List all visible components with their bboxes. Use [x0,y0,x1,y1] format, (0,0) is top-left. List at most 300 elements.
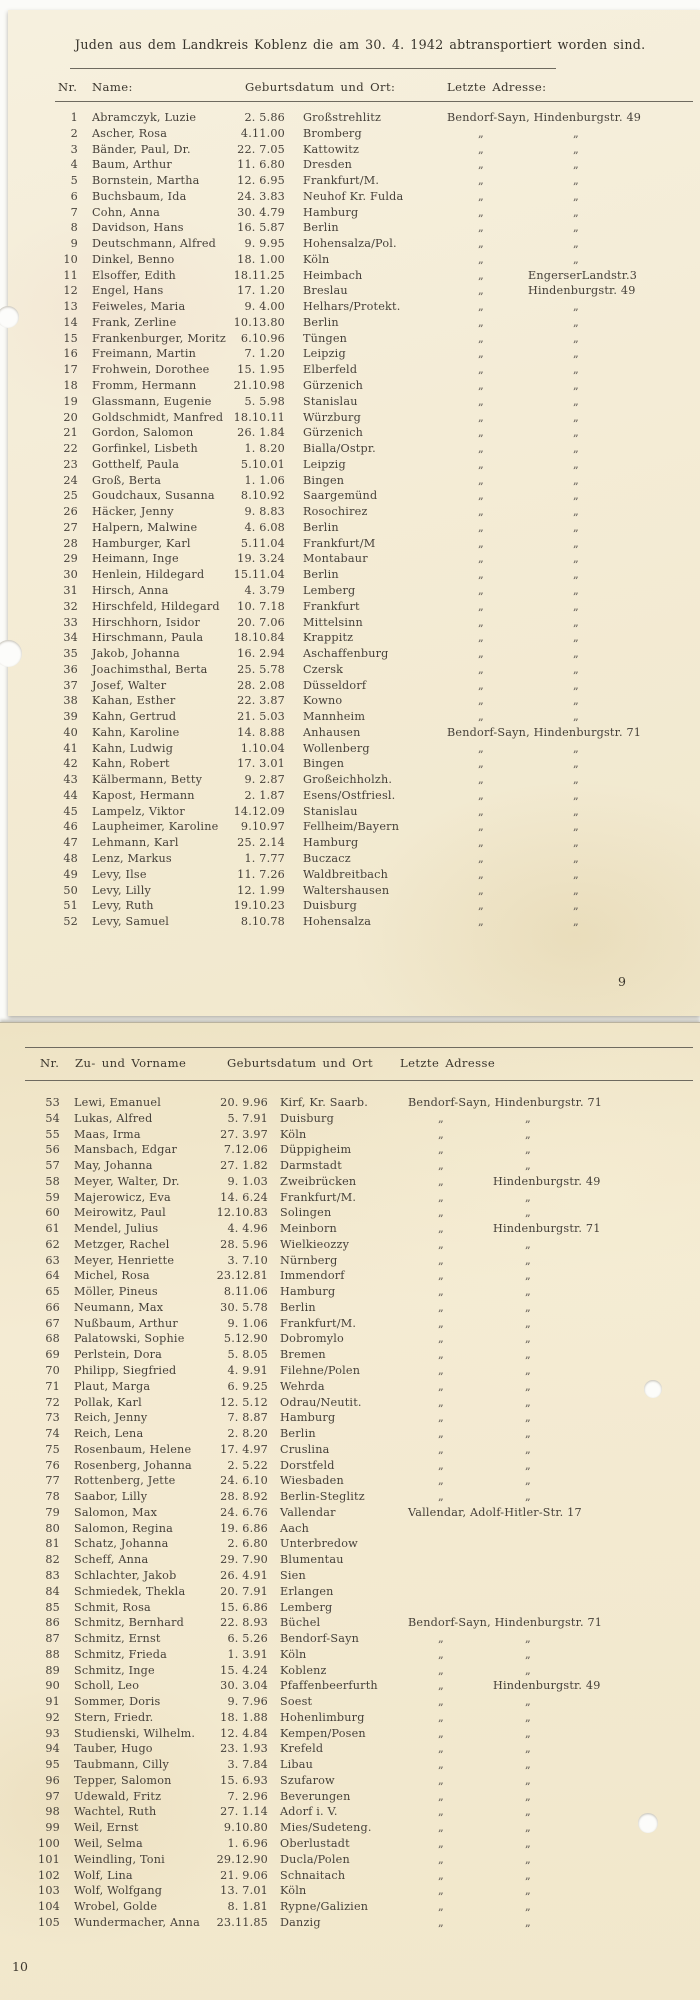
ditto-mark: „ [573,363,579,377]
birth-place: Helhars/Protekt. [303,300,401,314]
row-number: 32 [63,599,78,613]
ditto-mark: „ [478,678,484,692]
birth-date: 2. 8.20 [227,1427,268,1441]
ditto-mark: „ [525,1458,531,1472]
person-name: Levy, Ruth [92,899,154,913]
table-row [8,567,700,583]
birth-place: Saargemünd [303,489,378,503]
ditto-mark: „ [525,1647,531,1661]
row-number: 44 [63,788,78,802]
birth-date: 14. 8.88 [237,725,285,739]
birth-date: 13. 7.01 [220,1884,268,1898]
birth-date: 29. 7.90 [220,1553,268,1567]
birth-place: Würzburg [303,410,361,424]
last-address [447,804,700,820]
person-name: Gorfinkel, Lisbeth [92,442,198,456]
person-name: Schmitz, Frieda [74,1647,167,1661]
last-address [447,189,700,205]
birth-place: Kowno [303,694,343,708]
table-row [8,488,700,504]
table-row [8,220,700,236]
ditto-mark: „ [573,394,579,408]
ditto-mark: „ [438,1458,444,1472]
row-number: 19 [63,394,78,408]
birth-date: 24. 3.83 [237,189,285,203]
person-name: Lukas, Alfred [74,1111,153,1125]
row-number: 9 [70,237,78,251]
last-address [408,1915,700,1931]
ditto-mark: „ [573,678,579,692]
table-row [0,1773,700,1789]
last-address [447,772,700,788]
birth-date: 22. 8.93 [220,1616,268,1630]
person-name: Freimann, Martin [92,347,197,361]
birth-place: Hamburg [280,1285,336,1299]
last-address [408,1615,700,1631]
person-name: Cohn, Anna [92,205,160,219]
header-top-divider [25,1047,693,1048]
ditto-mark: „ [573,883,579,897]
birth-place: Bingen [303,473,345,487]
ditto-mark: „ [573,221,579,235]
column-header-address: Letzte Adresse: [447,80,547,94]
birth-place: Gürzenich [303,426,364,440]
last-address [447,756,700,772]
ditto-mark: „ [478,615,484,629]
last-address [447,725,700,741]
person-name: Kahan, Esther [92,694,176,708]
table-row [8,268,700,284]
ditto-mark: „ [438,1190,444,1204]
last-address [408,1253,700,1269]
birth-date: 7. 8.87 [227,1411,268,1425]
last-address [408,1174,700,1190]
ditto-mark: „ [438,1789,444,1803]
birth-place: Berlin [280,1300,316,1314]
ditto-mark: „ [573,757,579,771]
birth-date: 1. 7.77 [244,851,285,865]
row-number: 84 [45,1584,60,1598]
ditto-mark: „ [478,820,484,834]
ditto-mark: „ [525,1442,531,1456]
last-address [447,425,700,441]
birth-date: 1. 3.91 [227,1647,268,1661]
birth-place: Großstrehlitz [303,111,382,124]
birth-date: 1.10.04 [240,741,285,755]
person-name: Heimann, Inge [92,552,179,566]
ditto-mark: „ [438,1679,444,1693]
last-address [408,1284,700,1300]
birth-date: 20. 7.06 [237,615,285,629]
person-name: Häcker, Jenny [92,505,174,519]
table-header-page1 [8,80,700,96]
last-address [447,378,700,394]
row-number: 24 [63,473,78,487]
birth-place: Kempen/Posen [280,1726,366,1740]
person-name: Majerowicz, Eva [74,1190,171,1204]
birth-date: 9.10.97 [240,820,285,834]
person-name: Mendel, Julius [74,1222,159,1236]
ditto-mark: „ [478,631,484,645]
birth-date: 17. 3.01 [237,757,285,771]
column-header-nr: Nr. [58,80,78,94]
last-address [447,835,700,851]
row-number: 72 [45,1395,60,1409]
ditto-mark: „ [478,710,484,724]
person-name: Buchsbaum, Ida [92,189,187,203]
person-name: Reich, Lena [74,1427,144,1441]
last-address [408,1710,700,1726]
table-row [8,142,700,158]
birth-date: 5. 7.91 [227,1111,268,1125]
birth-place: Czersk [303,662,344,676]
table-row [8,804,700,820]
ditto-mark: „ [478,867,484,881]
ditto-mark: „ [525,1710,531,1724]
table-row [8,851,700,867]
table-row [8,315,700,331]
birth-date: 23. 1.93 [220,1742,268,1756]
person-name: Kahn, Robert [92,757,170,771]
last-address [408,1647,700,1663]
birth-place: Berlin-Steglitz [280,1490,365,1504]
last-address [408,1584,700,1600]
table-row [8,678,700,694]
birth-place: Leipzig [303,347,346,361]
ditto-mark: „ [438,1695,444,1709]
table-row [0,1205,700,1221]
person-name: Tepper, Salomon [74,1773,172,1787]
row-number: 55 [45,1127,60,1141]
ditto-mark: „ [438,1852,444,1866]
person-name: Jakob, Johanna [92,647,180,661]
birth-place: Esens/Ostfriesl. [303,788,396,802]
ditto-mark: „ [438,1253,444,1267]
page-1 [8,10,700,1016]
last-address [408,1789,700,1805]
last-address [408,1316,700,1332]
birth-place: Anhausen [303,725,361,739]
person-name: Taubmann, Cilly [74,1758,170,1772]
address-text: Vallendar, Adolf-Hitler-Str. 17 [408,1505,582,1519]
row-number: 81 [45,1537,60,1551]
address-text: EngerserLandstr.3 [528,268,638,282]
table-row [0,1489,700,1505]
table-row [8,583,700,599]
table-row [8,551,700,567]
birth-place: Bremen [280,1348,326,1362]
ditto-mark: „ [525,1758,531,1772]
person-name: Scheff, Anna [74,1553,149,1567]
row-number: 77 [45,1474,60,1488]
last-address [447,394,700,410]
row-number: 46 [63,820,78,834]
last-address [408,1694,700,1710]
birth-date: 12.10.83 [216,1206,268,1220]
person-name: Groß, Berta [92,473,162,487]
table-row [0,1458,700,1474]
ditto-mark: „ [573,694,579,708]
ditto-mark: „ [478,347,484,361]
ditto-mark: „ [525,1868,531,1882]
birth-place: Wielkieozzy [280,1237,350,1251]
row-number: 99 [45,1821,60,1835]
birth-place: Danzig [280,1915,321,1929]
column-header-nr: Nr. [40,1056,60,1070]
row-number: 80 [45,1521,60,1535]
table-row [8,756,700,772]
table-row [8,883,700,899]
ditto-mark: „ [573,158,579,172]
last-address [408,1300,700,1316]
row-number: 64 [45,1269,60,1283]
person-name: Abramczyk, Luzie [92,111,197,124]
birth-date: 2. 6.80 [227,1537,268,1551]
birth-place: Tüngen [303,331,348,345]
table-row [0,1347,700,1363]
ditto-mark: „ [438,1773,444,1787]
last-address [408,1820,700,1836]
table-row [0,1868,700,1884]
column-header-birth: Geburtsdatum und Ort [227,1056,374,1070]
birth-place: Koblenz [280,1663,327,1677]
person-name: Weil, Ernst [74,1821,139,1835]
last-address [408,1395,700,1411]
person-name: Dinkel, Benno [92,252,175,266]
birth-date: 4. 6.08 [244,520,285,534]
birth-date: 4.11.00 [240,126,285,140]
page-2 [0,1022,700,2000]
last-address [447,142,700,158]
person-name: Frank, Zerline [92,315,177,329]
table-row [0,1284,700,1300]
person-name: Salomon, Regina [74,1521,173,1535]
ditto-mark: „ [573,331,579,345]
table-row [8,914,700,930]
ditto-mark: „ [438,1726,444,1740]
person-name: Halpern, Malwine [92,520,198,534]
birth-place: Frankfurt [303,599,360,613]
person-name: Lewi, Emanuel [74,1096,161,1109]
table-row [8,410,700,426]
ditto-mark: „ [573,867,579,881]
row-number: 37 [63,678,78,692]
row-number: 103 [38,1884,60,1898]
table-row [0,1726,700,1742]
row-number: 90 [45,1679,60,1693]
ditto-mark: „ [478,552,484,566]
ditto-mark: „ [478,473,484,487]
last-address [447,346,700,362]
birth-date: 15. 6.93 [220,1773,268,1787]
birth-date: 23.12.81 [216,1269,268,1283]
table-row [0,1174,700,1190]
birth-date: 15. 4.24 [220,1663,268,1677]
birth-date: 14. 6.24 [220,1190,268,1204]
row-number: 52 [63,915,78,929]
ditto-mark: „ [478,536,484,550]
birth-place: Dorstfeld [280,1458,335,1472]
table-row [0,1442,700,1458]
ditto-mark: „ [573,142,579,156]
address-text: Bendorf-Sayn, Hindenburgstr. 71 [447,725,642,739]
last-address [447,362,700,378]
ditto-mark: „ [438,1364,444,1378]
birth-place: Kattowitz [303,142,360,156]
ditto-mark: „ [438,1758,444,1772]
last-address [447,110,700,126]
last-address [408,1678,700,1694]
ditto-mark: „ [478,363,484,377]
ditto-mark: „ [573,505,579,519]
birth-date: 9. 2.87 [244,773,285,787]
ditto-mark: „ [573,457,579,471]
birth-date: 6.10.96 [240,331,285,345]
row-number: 91 [45,1695,60,1709]
ditto-mark: „ [438,1884,444,1898]
person-name: Rosenberg, Johanna [74,1458,192,1472]
birth-date: 23.11.85 [216,1915,268,1929]
ditto-mark: „ [478,599,484,613]
last-address [408,1757,700,1773]
last-address [408,1379,700,1395]
birth-place: Berlin [303,568,339,582]
ditto-mark: „ [525,1915,531,1929]
birth-place: Vallendar [280,1505,336,1519]
table-row [0,1694,700,1710]
last-address [408,1237,700,1253]
ditto-mark: „ [478,426,484,440]
person-name: Plaut, Marga [74,1379,151,1393]
birth-place: Zweibrücken [280,1174,357,1188]
person-name: Frohwein, Dorothee [92,363,210,377]
page-number: 9 [618,974,626,989]
table-row [8,599,700,615]
birth-place: Hohenlimburg [280,1710,365,1724]
ditto-mark: „ [438,1836,444,1850]
ditto-mark: „ [525,1300,531,1314]
person-name: Mansbach, Edgar [74,1143,177,1157]
birth-place: Köln [280,1127,307,1141]
row-number: 59 [45,1190,60,1204]
ditto-mark: „ [573,599,579,613]
row-number: 20 [63,410,78,424]
table-row [0,1552,700,1568]
person-name: Lampelz, Viktor [92,804,185,818]
person-name: Glassmann, Eugenie [92,394,212,408]
row-number: 96 [45,1773,60,1787]
row-number: 95 [45,1758,60,1772]
row-number: 17 [63,363,78,377]
birth-date: 27. 1.14 [220,1805,268,1819]
address-text: Bendorf-Sayn, Hindenburgstr. 71 [408,1616,603,1630]
last-address [447,504,700,520]
person-name: Neumann, Max [74,1300,164,1314]
table-row [0,1221,700,1237]
table-row [8,126,700,142]
row-number: 89 [45,1663,60,1677]
ditto-mark: „ [478,851,484,865]
table-row [0,1804,700,1820]
ditto-mark: „ [573,347,579,361]
ditto-mark: „ [478,583,484,597]
table-row [8,693,700,709]
last-address [408,1741,700,1757]
birth-date: 1. 1.06 [244,473,285,487]
birth-date: 4. 4.96 [227,1222,268,1236]
person-name: Perlstein, Dora [74,1348,163,1362]
birth-date: 11. 7.26 [237,867,285,881]
ditto-mark: „ [573,836,579,850]
person-name: Levy, Ilse [92,867,147,881]
table-row [0,1127,700,1143]
birth-place: Lemberg [303,583,356,597]
birth-date: 8.10.92 [240,489,285,503]
person-name: Gotthelf, Paula [92,457,180,471]
ditto-mark: „ [573,379,579,393]
birth-date: 6. 5.26 [227,1632,268,1646]
ditto-mark: „ [478,804,484,818]
table-row [8,835,700,851]
ditto-mark: „ [525,1852,531,1866]
ditto-mark: „ [525,1206,531,1220]
last-address [447,536,700,552]
ditto-mark: „ [478,237,484,251]
last-address [447,441,700,457]
birth-date: 28. 5.96 [220,1237,268,1251]
ditto-mark: „ [525,1111,531,1125]
last-address [447,520,700,536]
birth-place: Bingen [303,757,345,771]
birth-place: Waldbreitbach [303,867,389,881]
person-name: Levy, Lilly [92,883,151,897]
ditto-mark: „ [525,1269,531,1283]
birth-date: 28. 8.92 [220,1490,268,1504]
last-address [408,1568,700,1584]
birth-place: Mittelsinn [303,615,363,629]
table-row [0,1158,700,1174]
ditto-mark: „ [525,1663,531,1677]
row-number: 47 [63,836,78,850]
row-number: 68 [45,1332,60,1346]
birth-date: 5.11.04 [240,536,285,550]
table-row [8,536,700,552]
last-address [447,457,700,473]
ditto-mark: „ [478,284,484,298]
table-row [0,1899,700,1915]
birth-place: Frankfurt/M. [280,1316,357,1330]
ditto-mark: „ [525,1159,531,1173]
table-row [0,1095,700,1111]
ditto-mark: „ [438,1285,444,1299]
birth-date: 18.10.11 [233,410,285,424]
ditto-mark: „ [525,1742,531,1756]
ditto-mark: „ [525,1805,531,1819]
ditto-mark: „ [478,268,484,282]
ditto-mark: „ [573,710,579,724]
birth-place: Berlin [303,520,339,534]
ditto-mark: „ [573,520,579,534]
document-title: Juden aus dem Landkreis Koblenz die am 30. 4. 1942 abtransportiert worden sind. [75,37,646,52]
person-name: Elsoffer, Edith [92,268,176,282]
address-text: Bendorf-Sayn, Hindenburgstr. 71 [408,1096,603,1109]
birth-date: 17. 1.20 [237,284,285,298]
birth-place: Waltershausen [303,883,390,897]
ditto-mark: „ [573,174,579,188]
birth-place: Berlin [280,1427,316,1441]
row-number: 83 [45,1568,60,1582]
person-name: Tauber, Hugo [74,1742,153,1756]
